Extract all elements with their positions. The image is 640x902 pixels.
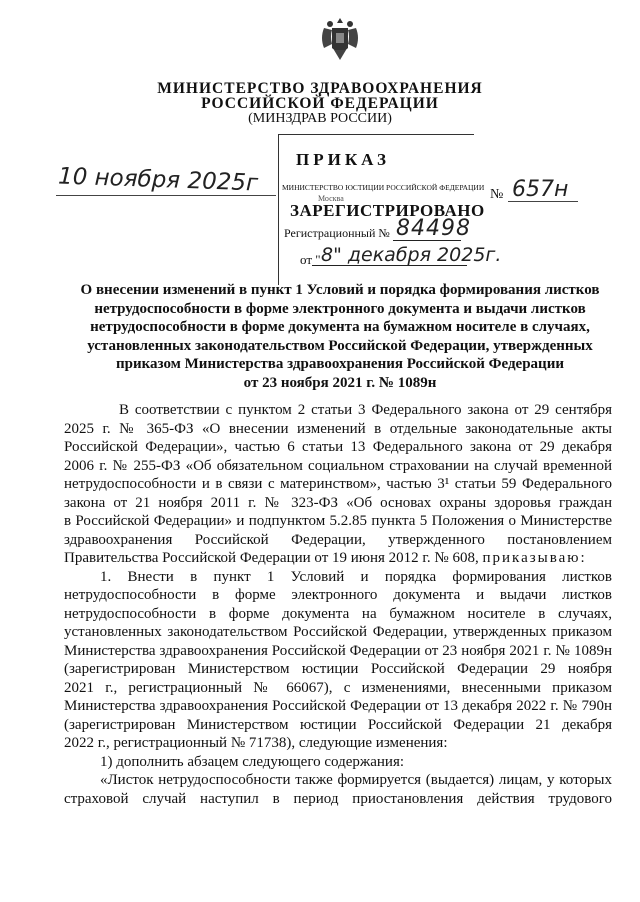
stamp-date-label: от " bbox=[300, 252, 321, 267]
body-line-text: Правительства Российской Федерации от 19 июня 2012 г. № 608, bbox=[64, 550, 479, 566]
body-line: (зарегистрирован Министерством юстиции Российской Федерации 29 ноября bbox=[64, 661, 612, 677]
body-line: нетрудоспособности в форме электронного документа и выдачи листков bbox=[64, 587, 612, 603]
stamp-date-value: 8" декабря 2025г. bbox=[321, 244, 502, 266]
body-line: 2022 г., регистрационный № 71738), следующие изменения: bbox=[64, 735, 448, 751]
body-line-with-order bbox=[64, 549, 612, 568]
body-line: страховой случай наступил в период приостановления действия трудового bbox=[64, 790, 612, 807]
title-line: О внесении изменений в пункт 1 Условий и порядка формирования листков bbox=[80, 282, 600, 298]
body-line: 2006 г. № 255-ФЗ «Об обязательном социальном страховании на случай временной bbox=[64, 457, 612, 474]
title-line: приказом Министерства здравоохранения Российской Федерации bbox=[115, 356, 564, 372]
body-line: 1) дополнить абзацем следующего содержания: bbox=[100, 753, 405, 770]
stamp-date-underline bbox=[312, 265, 467, 266]
order-number-underline bbox=[508, 201, 578, 202]
order-word: приказываю: bbox=[482, 550, 587, 566]
body-line: 1. Внести в пункт 1 Условий и порядка формирования листков bbox=[100, 568, 612, 585]
title-line: от 23 ноября 2021 г. № 1089н bbox=[243, 374, 437, 391]
title-line: установленных законодательством Российской Федерации, утвержденных bbox=[87, 337, 593, 354]
body-line: Министерства здравоохранения Российской Федерации от 23 ноября 2021 г. № 1089н bbox=[64, 642, 612, 659]
reg-number-underline bbox=[393, 240, 461, 241]
order-date-underline bbox=[56, 195, 276, 196]
stamp-reg-label: Регистрационный № bbox=[284, 226, 390, 240]
body-line: здравоохранения Российской Федерации, утвержденного постановлением bbox=[64, 531, 612, 548]
body-line: 2025 г. № 365-ФЗ «О внесении изменений в отдельные законодательные акты bbox=[64, 420, 612, 437]
body-line: Российской Федерации», частью 6 статьи 13 Федерального закона от 29 декабря bbox=[64, 439, 612, 455]
document-body bbox=[64, 401, 612, 808]
body-line: (зарегистрирован Министерством юстиции Российской Федерации 21 декабря bbox=[64, 716, 612, 733]
document-title bbox=[80, 281, 600, 392]
stamp-ministry-justice: МИНИСТЕРСТВО ЮСТИЦИИ РОССИЙСКОЙ ФЕДЕРАЦИИ bbox=[282, 183, 485, 192]
title-line: нетрудоспособности в форме документа на бумажном носителе в случаях, bbox=[90, 319, 590, 335]
state-emblem-icon bbox=[318, 14, 362, 64]
stamp-city: Москва bbox=[318, 194, 344, 203]
body-line: 2021 г., регистрационный № 66067), с изменениями, внесенными приказом bbox=[64, 679, 612, 696]
body-line: В соответствии с пунктом 2 статьи 3 Федерального закона от 29 сентября bbox=[119, 402, 612, 418]
ministry-name-line2: РОССИЙСКОЙ ФЕДЕРАЦИИ bbox=[201, 95, 439, 112]
order-number: 657н bbox=[512, 177, 569, 202]
ministry-name-line1: МИНИСТЕРСТВО ЗДРАВООХРАНЕНИЯ bbox=[157, 80, 483, 97]
body-line: нетрудоспособности в форме документа на бумажном носителе в случаях, bbox=[64, 605, 612, 622]
order-type: ПРИКАЗ bbox=[296, 150, 390, 169]
body-line: закона от 21 ноября 2011 г. № 323-ФЗ «Об основах охраны здоровья граждан bbox=[64, 494, 612, 511]
stamp-registered: ЗАРЕГИСТРИРОВАНО bbox=[290, 201, 485, 220]
body-line: «Листок нетрудоспособности также формируется (выдается) лицам, у которых bbox=[100, 772, 612, 788]
body-line: нетрудоспособности и в связи с материнством», частью 3¹ статьи 59 Федерального bbox=[64, 476, 612, 492]
order-date: 10 ноября 2025г bbox=[57, 163, 259, 197]
body-line: установленных законодательством Российской Федерации, утвержденных приказом bbox=[64, 624, 612, 640]
ministry-short-name: (МИНЗДРАВ РОССИИ) bbox=[248, 111, 392, 126]
order-number-sign: № bbox=[490, 187, 504, 202]
stamp-reg-number: 84498 bbox=[396, 216, 471, 241]
body-line: в Российской Федерации» и подпунктом 5.2.85 пункта 5 Положения о Министерстве bbox=[64, 513, 612, 529]
body-line: Министерства здравоохранения Российской Федерации от 13 декабря 2022 г. № 790н bbox=[64, 698, 612, 714]
title-line: нетрудоспособности в форме электронного документа и выдачи листков bbox=[94, 300, 586, 317]
